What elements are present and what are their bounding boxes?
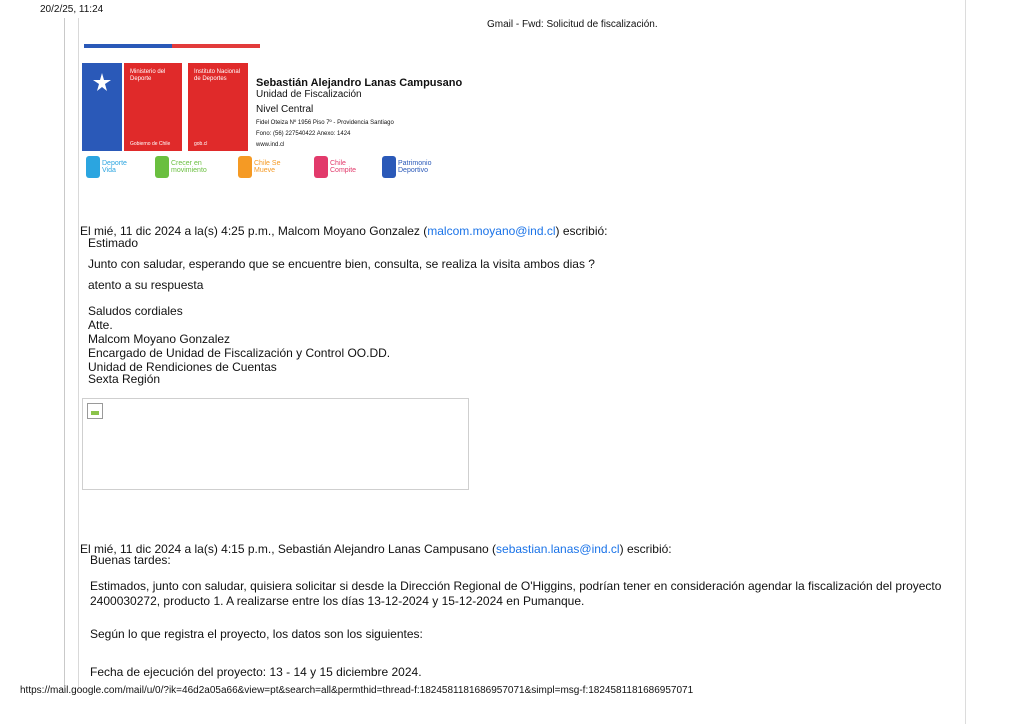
signature-level: Nivel Central — [256, 104, 314, 115]
message-body-2-para2: Según lo que registra el proyecto, los datos son los siguientes: — [90, 627, 423, 641]
program-logo-chile-se-mueve: Chile Se Mueve — [238, 156, 300, 178]
print-date: 20/2/25, 11:24 — [40, 4, 104, 15]
deporte-vida-icon — [86, 156, 100, 178]
broken-image-placeholder — [82, 398, 469, 490]
signature-line: Sexta Región — [88, 372, 161, 386]
flag-bar — [84, 44, 260, 48]
signature-name: Sebastián Alejandro Lanas Campusano — [256, 77, 463, 89]
print-footer-url: https://mail.google.com/mail/u/0/?ik=46d2a05a66&view=pt&search=all&permthid=thread-f:1824581181686957071&simpl=msg-f:1824581181686957071 — [20, 685, 694, 696]
signature-line: Atte. — [88, 318, 113, 332]
program-logo-deporte-vida: Deporte Vida — [86, 156, 142, 178]
print-title: Gmail - Fwd: Solicitud de fiscalización. — [487, 19, 658, 30]
program-logo-chile-compite: Chile Compite — [314, 156, 370, 178]
signature-line: Encargado de Unidad de Fiscalización y Control OO.DD. — [88, 346, 391, 360]
email-link-sebastian[interactable]: sebastian.lanas@ind.cl — [496, 542, 620, 556]
message-body-2-line2: 2400030272, producto 1. A realizarse entre los días 13-12-2024 y 15-12-2024 en Pumanque. — [90, 594, 585, 608]
patrimonio-icon — [382, 156, 396, 178]
greeting-2: Buenas tardes: — [90, 553, 171, 567]
message-body-1: Junto con saludar, esperando que se encuentre bien, consulta, se realiza la visita ambos dias ? — [88, 257, 595, 271]
signature-phone: Fono: (56) 227540422 Anexo: 1424 — [256, 131, 351, 137]
quote-rule-inner — [78, 18, 79, 688]
ministerio-deporte-logo: Ministerio del Deporte Gobierno de Chile — [124, 63, 182, 151]
greeting-1: Estimado — [88, 236, 139, 250]
chile-coat-of-arms-logo — [82, 63, 122, 151]
signature-line: Saludos cordiales — [88, 304, 183, 318]
signature-unit: Unidad de Fiscalización — [256, 89, 362, 100]
email-link-malcom[interactable]: malcom.moyano@ind.cl — [427, 224, 556, 238]
program-logo-patrimonio: Patrimonio Deportivo — [382, 156, 450, 178]
program-logo-crecer: Crecer en movimiento — [155, 156, 229, 178]
ind-logo: Instituto Nacional de Deportes gob.cl — [188, 63, 248, 151]
quote-rule — [64, 18, 65, 688]
signature-line: Unidad de Rendiciones de Cuentas — [88, 360, 277, 374]
quoted-header-2: El mié, 11 dic 2024 a la(s) 4:15 p.m., Sebastián Alejandro Lanas Campusano (sebastian.lanas@ind.cl) escribió: — [80, 542, 672, 556]
message-body-2-para3: Fecha de ejecución del proyecto: 13 - 14 y 15 diciembre 2024. — [90, 665, 422, 679]
chile-se-mueve-icon — [238, 156, 252, 178]
crecer-icon — [155, 156, 169, 178]
message-body-2-line1: Estimados, junto con saludar, quisiera solicitar si desde la Dirección Regional de O'Higgins, podrían tener en consideración agendar la fiscalización del proyecto — [90, 579, 942, 593]
signature-line: Malcom Moyano Gonzalez — [88, 332, 231, 346]
broken-image-icon — [87, 403, 103, 419]
quoted-header-1: El mié, 11 dic 2024 a la(s) 4:25 p.m., Malcom Moyano Gonzalez (malcom.moyano@ind.cl) escribió: — [80, 224, 608, 238]
signature-address: Fidel Oteiza Nº 1956 Piso 7º - Providencia Santiago — [256, 120, 394, 126]
chile-compite-icon — [314, 156, 328, 178]
closing-1: atento a su respuesta — [88, 278, 204, 292]
signature-website: www.ind.cl — [256, 142, 285, 148]
page-edge — [965, 0, 966, 724]
